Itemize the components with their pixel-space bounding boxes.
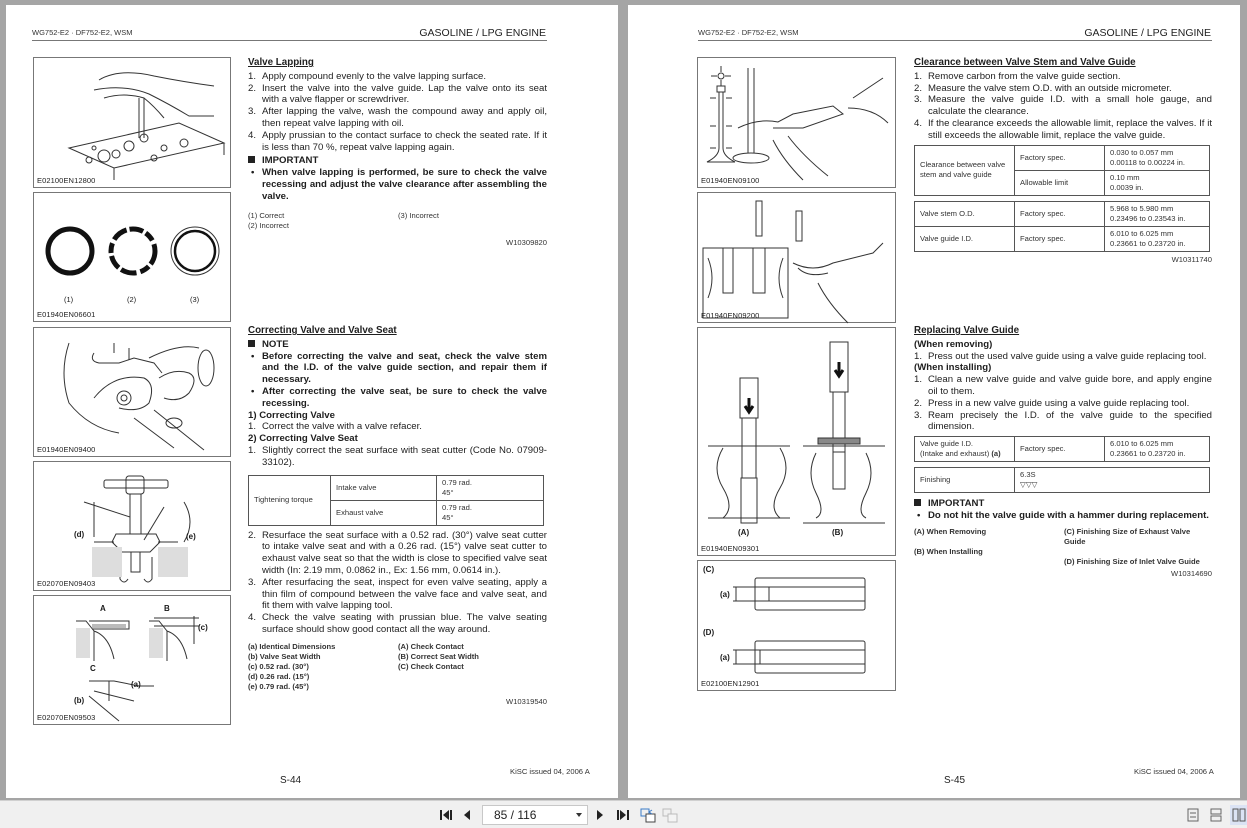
step-item: 4. If the clearance exceeds the allowable limit, replace the valves. If it still exceeds the allowable limit, replace the valve guide. (914, 117, 1212, 141)
step-item: 1. Slightly correct the seat surface with seat cutter (Code No. 07909-33102). (248, 444, 547, 468)
ring-label-2: (2) (127, 295, 137, 304)
section-title: Correcting Valve and Valve Seat (248, 325, 397, 336)
table-value: 0.10 mm 0.0039 in. (1105, 170, 1210, 195)
next-page-button[interactable] (595, 807, 605, 823)
step-item: 4. Apply prussian to the contact surface to check the seated rate. If it is less than 70 %, repeat valve lapping again. (248, 129, 547, 153)
figure-caption: E02070EN09403 (37, 579, 96, 588)
table-value: 0.030 to 0.057 mm 0.00118 to 0.00224 in. (1105, 145, 1210, 170)
detail-label-C: C (90, 664, 96, 673)
valve-guide-press-illustration (698, 328, 897, 557)
tightening-torque-table (248, 475, 544, 526)
last-page-icon (616, 809, 630, 821)
issued-note: KiSC issued 04, 2006 A (510, 767, 590, 776)
page-s45 (628, 5, 1240, 798)
header-section-title: GASOLINE / LPG ENGINE (1084, 27, 1211, 39)
header-section-title: GASOLINE / LPG ENGINE (419, 27, 546, 39)
step-item: 4. Check the valve seating with prussian blue. The valve seating surface should show good contact all the way around. (248, 612, 547, 635)
step-item: 1. Press out the used valve guide using a valve guide replacing tool. (914, 350, 1207, 362)
table-spec: Factory spec. (1015, 226, 1105, 251)
dimension-label-a: (a) (131, 680, 141, 689)
table-spec: Factory spec. (1015, 145, 1105, 170)
step-item: 3. Measure the valve guide I.D. with a small hole gauge, and calculate the clearance. (914, 94, 1212, 118)
single-page-view-button[interactable] (1186, 807, 1200, 823)
subsection-heading: (When installing) (914, 362, 992, 374)
figure-caption: E01940EN09100 (701, 176, 760, 185)
seat-contact-illustration (34, 596, 232, 726)
steps-list (914, 374, 1212, 433)
reference-code: W10309820 (506, 237, 547, 247)
steps-list (914, 351, 1212, 363)
important-bullet: • Do not hit the valve guide with a hammer during replacement. (917, 509, 1209, 521)
header-manual-code: WG752-E2 · DF752-E2, WSM (32, 28, 133, 37)
seat-cutter-illustration (34, 462, 232, 592)
figure-caption: E01940EN09301 (701, 544, 760, 553)
section-title: Replacing Valve Guide (914, 325, 1020, 336)
previous-page-button[interactable] (461, 807, 473, 823)
table-item: Finishing (915, 468, 1015, 493)
steps-list (248, 421, 547, 433)
table-item: Intake valve (331, 475, 437, 500)
stem-guide-spec-table (914, 201, 1210, 252)
table-value: 6.3S ▽▽▽ (1015, 468, 1210, 493)
figure-label-D: (D) (703, 628, 715, 637)
stem-micrometer-illustration (698, 58, 897, 189)
table-item: Valve guide I.D. (915, 226, 1015, 251)
step-item: 1. Correct the valve with a valve refacer. (248, 421, 422, 433)
previous-view-icon (640, 807, 656, 823)
figure-valve-refacer (33, 327, 231, 457)
detail-label-A: A (100, 604, 106, 613)
last-page-button[interactable] (615, 807, 631, 823)
figure-contact-rings (33, 192, 231, 322)
first-page-icon (439, 809, 453, 821)
note-heading: NOTE (248, 339, 547, 351)
step-item: 1. Apply compound evenly to the valve lapping surface. (248, 70, 486, 82)
step-item: 2. Resurface the seat surface with a 0.52 rad. (30°) valve seat cutter to intake valve seat and with a 0.26 rad. (15°) valve seat cutter to exhaust valve seat so that the width is close to specified valve seat width (In: 2.19 mm, 0.0862 in., Ex: 1.56 mm, 0.0614 in.). (248, 529, 547, 576)
section-replacing-guide (914, 325, 1212, 580)
detail-label-B: B (164, 604, 170, 613)
angle-label-e: (e) (186, 532, 196, 541)
hole-gauge-illustration (698, 193, 897, 324)
reference-code: W10311740 (1171, 254, 1212, 264)
dimension-label-b: (b) (74, 696, 85, 705)
figure-guide-id-measure (697, 192, 896, 323)
valve-refacer-illustration (34, 328, 232, 458)
table-item: Valve stem O.D. (915, 201, 1015, 226)
table-value: 0.79 rad. 45° (437, 475, 544, 500)
facing-pages-view-button[interactable] (1230, 805, 1247, 825)
figure-caption: E01940EN06601 (37, 310, 96, 319)
section-title: Valve Lapping (248, 57, 314, 68)
step-item: 3. After lapping the valve, wash the compound away and apply oil, then repeat valve lapping with oil. (248, 106, 547, 129)
angle-label-d: (d) (74, 530, 85, 539)
page-number: S-44 (280, 775, 302, 786)
table-spec: Allowable limit (1015, 170, 1105, 195)
table-item: Exhaust valve (331, 500, 437, 525)
figure-stem-od-measure (697, 57, 896, 188)
page-number-select[interactable] (482, 805, 588, 825)
step-item: 1. Clean a new valve guide and valve guide bore, and apply engine oil to them. (914, 374, 1212, 397)
table-value: 6.010 to 6.025 mm 0.23661 to 0.23720 in. (1105, 226, 1210, 251)
header-rule (32, 40, 547, 41)
subsection-heading: 1) Correcting Valve (248, 409, 335, 421)
page-number-value: 85 / 116 (494, 808, 537, 822)
steps-list (914, 71, 1212, 142)
figure-finishing-size (697, 560, 896, 691)
table-label: Clearance between valve stem and valve guide (915, 145, 1015, 195)
step-item: 2. Insert the valve into the valve guide. Lap the valve onto its seat with a valve flapper or screwdriver. (248, 82, 547, 106)
figure-legend: (1) Correct (3) Incorrect (2) Incorrect (248, 210, 439, 230)
table-label: Tightening torque (249, 475, 331, 525)
next-page-icon (596, 809, 604, 821)
page-number: S-45 (944, 775, 966, 786)
continuous-view-icon (1210, 808, 1222, 822)
table-spec: Factory spec. (1015, 201, 1105, 226)
guide-finishing-illustration (698, 561, 897, 692)
subsection-heading: 2) Correcting Valve Seat (248, 433, 358, 445)
dimension-label-a: (a) (720, 590, 730, 599)
section-correcting-valve-seat (248, 325, 547, 708)
table-spec: Factory spec. (1015, 437, 1105, 462)
figure-valve-lapping (33, 57, 231, 188)
step-item: 3. Ream precisely the I.D. of the valve guide to the specified dimension. (914, 409, 1212, 433)
facing-pages-view-icon (1232, 808, 1246, 822)
first-page-button[interactable] (438, 807, 454, 823)
figure-caption: E01940EN09400 (37, 445, 96, 454)
figure-label-C: (C) (703, 565, 715, 574)
previous-view-button[interactable] (640, 807, 656, 823)
step-item: 2. Press in a new valve guide using a valve guide replacing tool. (914, 397, 1190, 409)
figure-legend: (a) Identical Dimensions (A) Check Contact (b) Valve Seat Width (B) Correct Seat Width (c) 0.52 rad. (30°) (C) Check Contact (d) 0.26 rad. (15°) (e) 0.79 rad. (45°) (248, 641, 479, 691)
table-value: 5.968 to 5.980 mm 0.23496 to 0.23543 in. (1105, 201, 1210, 226)
square-bullet-icon (914, 499, 921, 506)
steps-list (248, 445, 547, 469)
next-view-button[interactable] (662, 807, 678, 823)
note-bullet: • Before correcting the valve and seat, check the valve stem and the I.D. of the valve guide section, and repair them if necessary. (251, 350, 547, 386)
header-rule (698, 40, 1212, 41)
section-valve-lapping (248, 57, 547, 248)
important-bullet: • When valve lapping is performed, be sure to check the valve recessing and adjust the valve clearance after assembling the valve. (251, 167, 547, 202)
page-s44 (6, 5, 618, 798)
important-heading: IMPORTANT (914, 498, 1212, 510)
guide-id-spec-table (914, 436, 1210, 462)
header-manual-code: WG752-E2 · DF752-E2, WSM (698, 28, 799, 37)
table-value: 6.010 to 6.025 mm 0.23661 to 0.23720 in. (1105, 437, 1210, 462)
figure-label-B: (B) (832, 528, 844, 537)
section-title: Clearance between Valve Stem and Valve Guide (914, 57, 1136, 68)
issued-note: KiSC issued 04, 2006 A (1134, 767, 1214, 776)
section-clearance (914, 57, 1212, 265)
steps-list (248, 71, 547, 154)
figure-seat-cutter (33, 461, 231, 591)
finishing-spec-table (914, 467, 1210, 493)
navigation-toolbar (0, 800, 1247, 828)
figure-seat-contact (33, 595, 231, 725)
important-heading: IMPORTANT (248, 155, 547, 167)
dimension-label-c: (c) (198, 623, 208, 632)
single-page-view-icon (1187, 808, 1199, 822)
square-bullet-icon (248, 156, 255, 163)
ring-label-1: (1) (64, 295, 74, 304)
dropdown-caret-icon (576, 813, 582, 817)
next-view-icon (662, 807, 678, 823)
figure-caption: E02100EN12800 (37, 176, 96, 185)
table-value: 0.79 rad. 45° (437, 500, 544, 525)
figure-caption: E01940EN09200 (701, 311, 760, 320)
figure-guide-press (697, 327, 896, 556)
reference-code: W10319540 (506, 696, 547, 706)
valve-lapping-illustration (34, 58, 232, 189)
square-bullet-icon (248, 340, 255, 347)
table-item: Valve guide I.D. (Intake and exhaust) (a) (915, 437, 1015, 462)
step-item: 3. After resurfacing the seat, inspect for even valve seating, apply a thin film of compound between the valve face and valve seat, and fit them with valve lapping tool. (248, 576, 547, 612)
clearance-spec-table (914, 145, 1210, 196)
figure-label-A: (A) (738, 528, 750, 537)
note-bullet: • After correcting the valve seat, be sure to check the valve recessing. (251, 385, 547, 409)
previous-page-icon (463, 809, 471, 821)
steps-list (248, 530, 547, 636)
step-item: 2. Measure the valve stem O.D. with an outside micrometer. (914, 82, 1172, 94)
figure-caption: E02070EN09503 (37, 713, 96, 722)
ring-label-3: (3) (190, 295, 200, 304)
continuous-view-button[interactable] (1209, 807, 1223, 823)
figure-legend: (A) When Removing (C) Finishing Size of Exhaust Valve Guide (B) When Installing (D) Finishing Size of Inlet Valve Guide (914, 526, 1200, 566)
dimension-label-a: (a) (720, 653, 730, 662)
subsection-heading: (When removing) (914, 338, 993, 350)
reference-code: W10314690 (1171, 568, 1212, 578)
step-item: 1. Remove carbon from the valve guide section. (914, 70, 1121, 82)
figure-caption: E02100EN12901 (701, 679, 760, 688)
